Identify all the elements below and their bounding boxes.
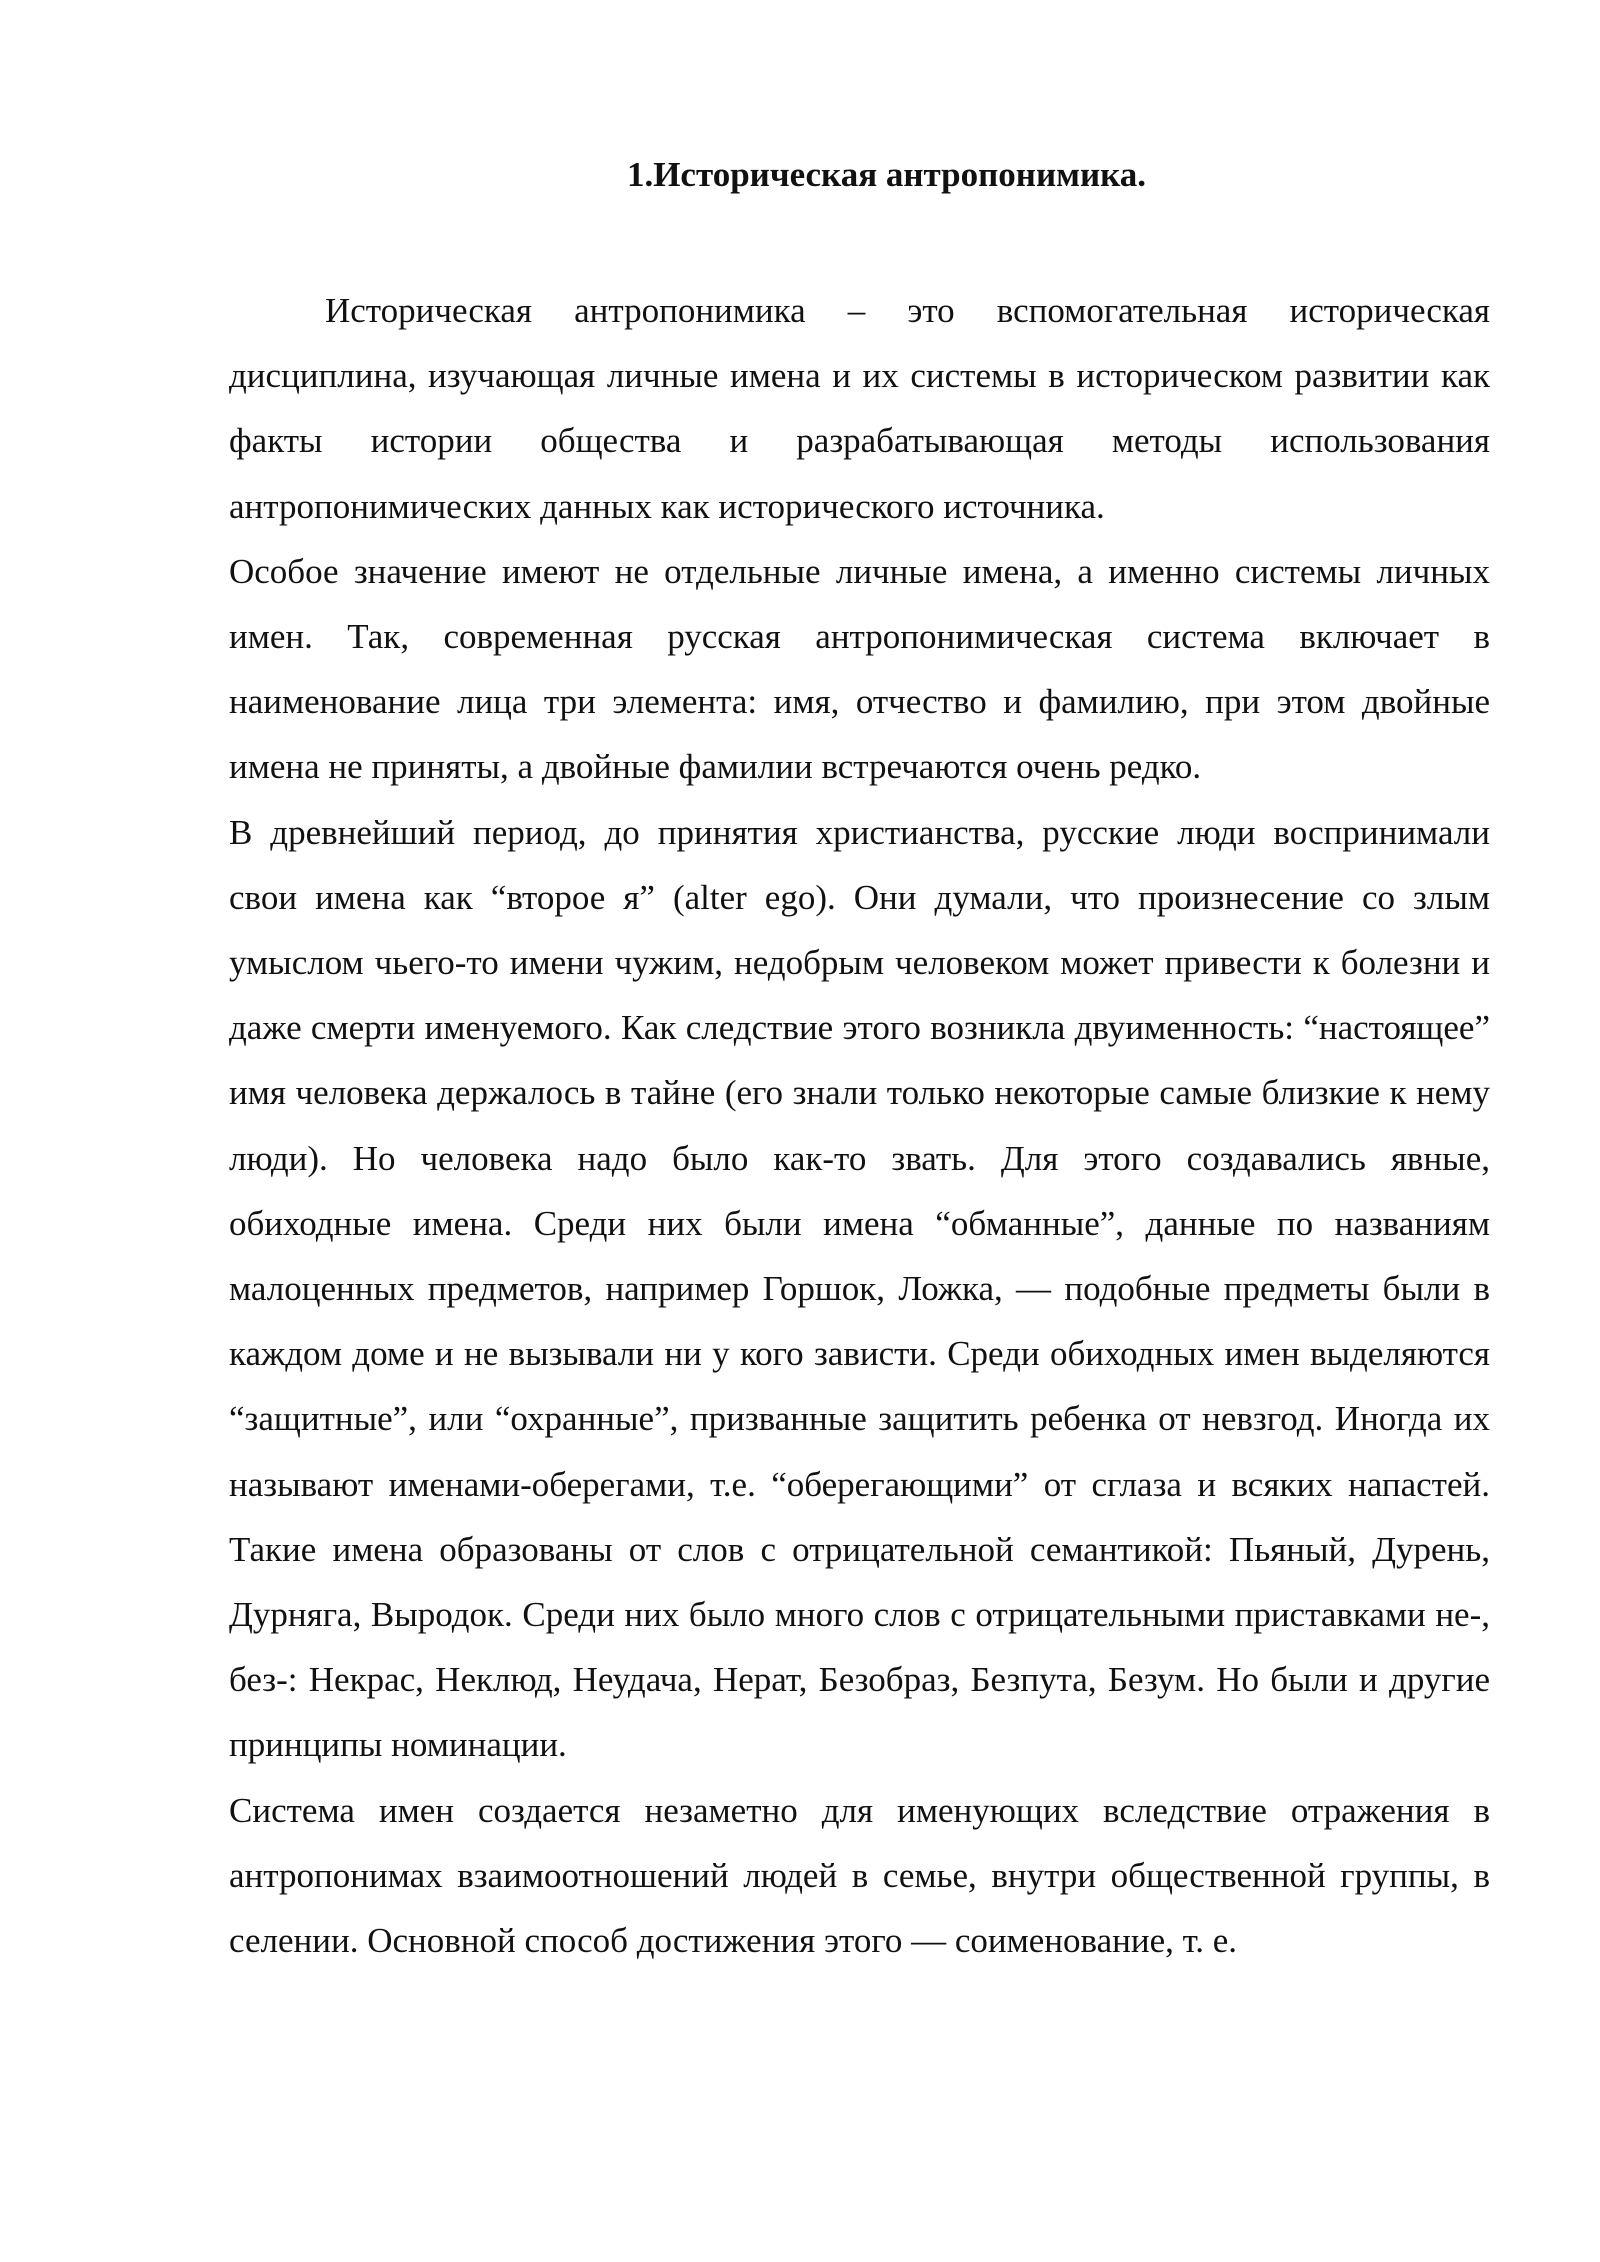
paragraph-name-system-formation: Система имен создается незаметно для именующих вследствие отражения в антропонимах взаимоотношений людей в семье, внутри общественной группы, в селении. Основной способ достижения этого — соименование, т. е. — [229, 1790, 1490, 1961]
document-title: 1.Историческая антропонимика. — [626, 155, 1147, 194]
document-body — [229, 278, 1490, 1973]
paragraph-name-systems: Особое значение имеют не отдельные личные имена, а именно системы личных имен. Так, современная русская антропонимическая система включает в наименование лица три элемента: имя, отчество и фамилию, при этом двойные имена не приняты, а двойные фамилии встречаются очень редко. — [229, 551, 1490, 787]
paragraph-definition: Историческая антропонимика – это вспомогательная историческая дисциплина, изучающая личные имена и их системы в историческом развитии как факты истории общества и разрабатывающая методы использования антропонимических данных как исторического источника. — [229, 291, 1490, 526]
paragraph-ancient-period: В древнейший период, до принятия христианства, русские люди воспринимали свои имена как “второе я” (alter ego). Они думали, что произнесение со злым умыслом чьего-то имени чужим, недобрым человеком может привести к болезни и даже смерти именуемого. Как следствие этого возникла двуименность: “настоящее” имя человека держалось в тайне (его знали только некоторые самые близкие к нему люди). Но человека надо было как-то звать. Для этого создавались явные, обиходные имена. Среди них были имена “обманные”, данные по названиям малоценных предметов, например Горшок, Ложка, — подобные предметы были в каждом доме и не вызывали ни у кого зависти. Среди обиходных имен выделяются “защитные”, или “охранные”, призванные защитить ребенка от невзгод. Иногда их называют именами-оберегами, т.е. “оберегающими” от сглаза и всяких напастей. Такие имена образованы от слов с отрицательной семантикой: Пьяный, Дурень, Дурняга, Выродок. Среди них было много слов с отрицательными приставками не-, без-: Некрас, Неклюд, Неудача, Нерат, Безобраз, Безпута, Безум. Но были и другие принципы номинации. — [229, 812, 1490, 1765]
document-content — [229, 148, 1490, 1973]
